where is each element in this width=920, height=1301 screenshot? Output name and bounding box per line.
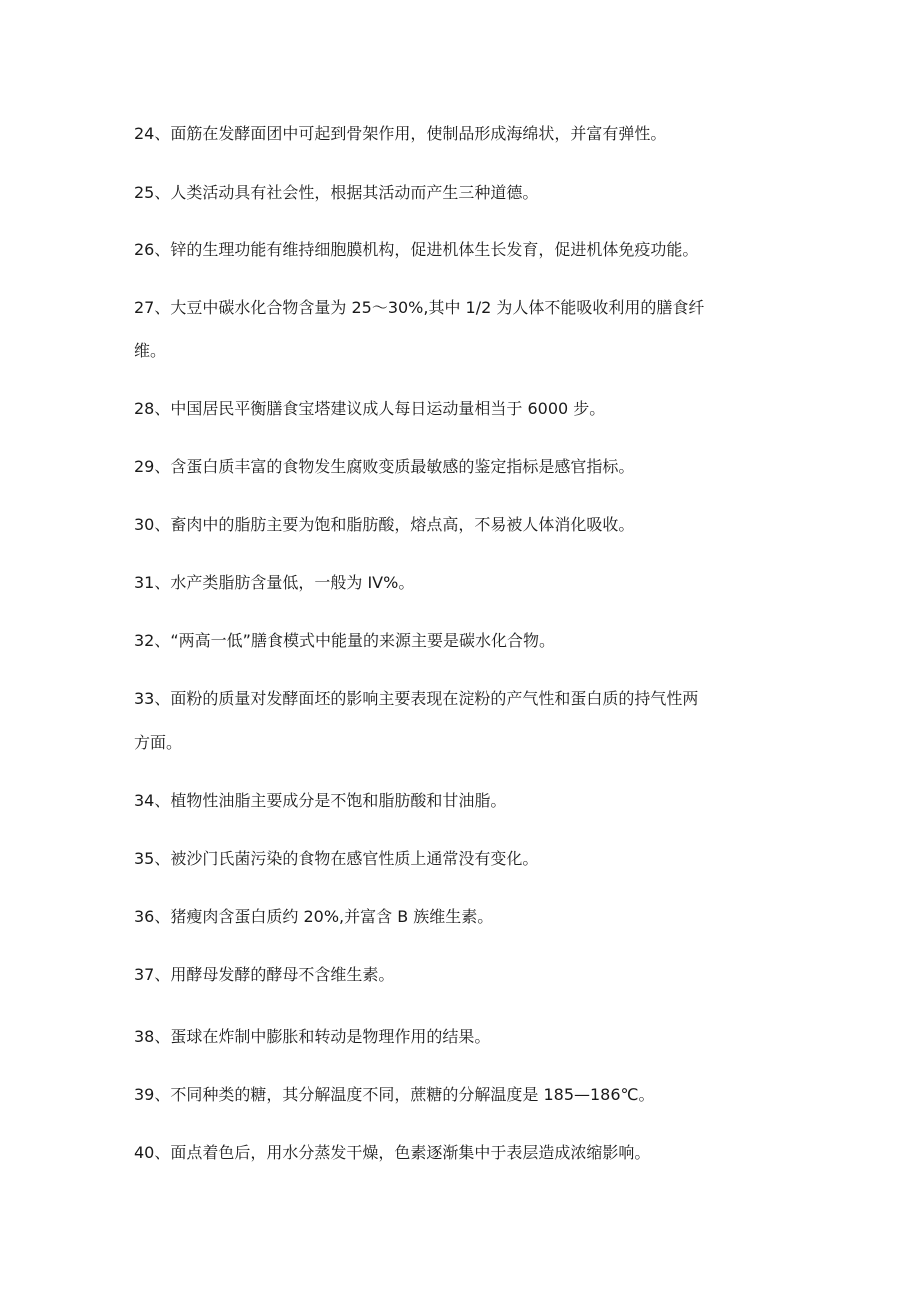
list-item — [134, 124, 794, 144]
item-text: 面筋在发酵面团中可起到骨架作用，使制品形成海绵状，并富有弹性。 — [170, 124, 667, 143]
item-number: 40、 — [134, 1143, 171, 1162]
list-item — [134, 849, 794, 869]
item-number: 35、 — [134, 849, 171, 868]
item-text: 面点着色后，用水分蒸发干燥，色素逐渐集中于表层造成浓缩影响。 — [170, 1143, 651, 1162]
item-text: 畜肉中的脂肪主要为饱和脂肪酸，熔点高，不易被人体消化吸收。 — [170, 515, 635, 534]
item-number: 34、 — [134, 791, 171, 810]
item-text: 含蛋白质丰富的食物发生腐败变质最敏感的鉴定指标是感官指标。 — [170, 457, 635, 476]
item-number: 36、 — [134, 907, 171, 926]
item-number: 24、 — [134, 124, 171, 143]
list-item — [134, 791, 794, 811]
list-item — [134, 399, 794, 419]
list-item — [134, 240, 794, 260]
list-item — [134, 631, 794, 651]
item-text: 不同种类的糖，其分解温度不同，蔗糖的分解温度是 185—186℃。 — [170, 1085, 655, 1104]
item-number: 28、 — [134, 399, 171, 418]
list-item — [134, 515, 794, 535]
list-item — [134, 907, 794, 927]
list-item — [134, 1027, 794, 1047]
item-text: 锌的生理功能有维持细胞膜机构，促进机体生长发育，促进机体免疫功能。 — [170, 240, 699, 259]
item-number: 38、 — [134, 1027, 171, 1046]
list-item-continuation — [134, 733, 794, 753]
list-item — [134, 1143, 794, 1163]
item-text: 中国居民平衡膳食宝塔建议成人每日运动量相当于 6000 步。 — [170, 399, 606, 418]
item-text: 大豆中碳水化合物含量为 25～30%,其中 1/2 为人体不能吸收利用的膳食纤 — [170, 298, 705, 317]
item-number: 30、 — [134, 515, 171, 534]
item-text: 用酵母发酵的酵母不含维生素。 — [170, 965, 395, 984]
item-text: 猪瘦肉含蛋白质约 20%,并富含 B 族维生素。 — [170, 907, 494, 926]
item-number: 39、 — [134, 1085, 171, 1104]
item-text: 被沙门氏菌污染的食物在感官性质上通常没有变化。 — [170, 849, 539, 868]
item-number: 26、 — [134, 240, 171, 259]
item-text: 植物性油脂主要成分是不饱和脂肪酸和甘油脂。 — [170, 791, 507, 810]
item-number: 27、 — [134, 298, 171, 317]
item-text-line2: 方面。 — [134, 733, 183, 752]
item-number: 32、 — [134, 631, 171, 650]
list-item — [134, 573, 794, 593]
item-text: “两高一低”膳食模式中能量的来源主要是碳水化合物。 — [170, 631, 555, 650]
item-text-line2: 维。 — [134, 341, 167, 360]
item-text: 蛋球在炸制中膨胀和转动是物理作用的结果。 — [170, 1027, 491, 1046]
item-text: 面粉的质量对发酵面坯的影响主要表现在淀粉的产气性和蛋白质的持气性两 — [170, 689, 699, 708]
item-number: 33、 — [134, 689, 171, 708]
list-item — [134, 183, 794, 203]
list-item — [134, 965, 794, 985]
list-item — [134, 1085, 794, 1105]
item-number: 31、 — [134, 573, 171, 592]
list-item — [134, 298, 794, 318]
item-number: 29、 — [134, 457, 171, 476]
list-item — [134, 689, 794, 709]
item-number: 25、 — [134, 183, 171, 202]
item-text: 人类活动具有社会性，根据其活动而产生三种道德。 — [170, 183, 539, 202]
item-number: 37、 — [134, 965, 171, 984]
list-item-continuation — [134, 341, 794, 361]
list-item — [134, 457, 794, 477]
item-text: 水产类脂肪含量低，一般为 IV%。 — [170, 573, 415, 592]
